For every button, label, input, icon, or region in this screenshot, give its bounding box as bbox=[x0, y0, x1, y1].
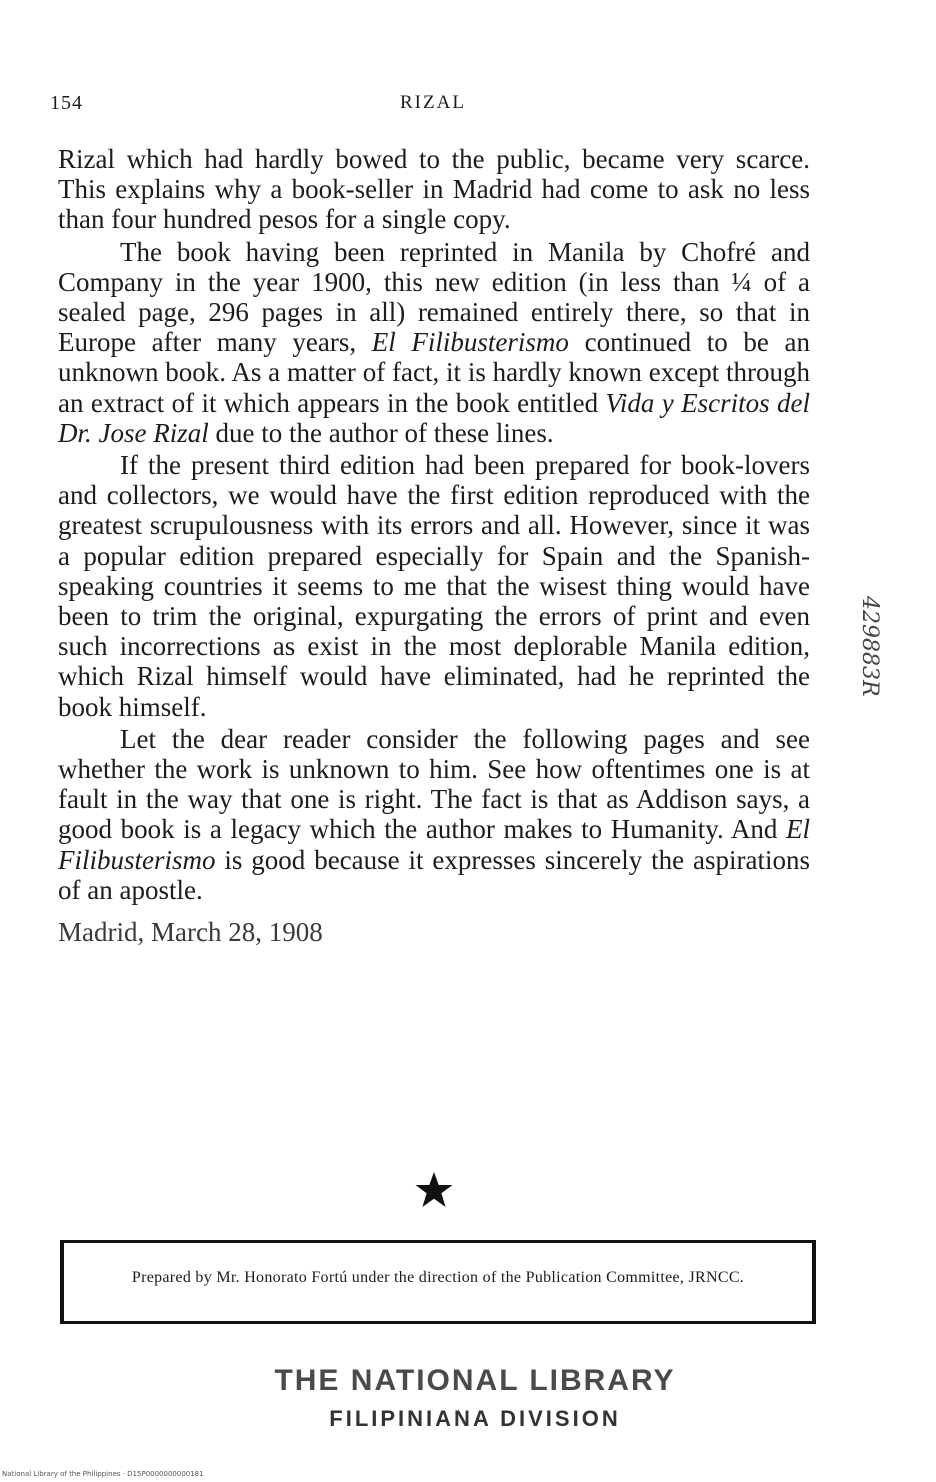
scan-footer-id: National Library of the Philippines · D15P0000000000181 bbox=[2, 1470, 204, 1478]
running-head: RIZAL bbox=[400, 92, 466, 113]
credit-text: Prepared by Mr. Honorato Fortú under the direction of the Publication Committee, JRNCC. bbox=[131, 1269, 745, 1286]
star-ornament bbox=[414, 1170, 454, 1210]
stamp-line-1: THE NATIONAL LIBRARY bbox=[274, 1364, 676, 1397]
paragraph-4-text-b: is good because it expresses sincerely the aspirations of an apostle. bbox=[58, 844, 810, 905]
paragraph-2-text-a: The book having been reprinted in Manila by Chofré and Company in the year 1900, this new edition (in less than ¼ of a sealed page, 296 pages in all) remained entirely there, so that in Europe after many years, bbox=[58, 236, 810, 358]
body-text bbox=[58, 144, 810, 947]
paragraph-2-text-b: continued to be an unknown book. As a matter of fact, it is hardly known except through an extract of it which appears in the book entitled bbox=[58, 327, 811, 418]
paragraph-1: Rizal which had hardly bowed to the public, became very scarce. This explains why a book-seller in Madrid had come to ask no less than four hundred pesos for a single copy. bbox=[58, 144, 810, 235]
paragraph-2-book-title: Vida y Escritos del Dr. Jose Rizal bbox=[58, 387, 810, 448]
library-stamp bbox=[265, 1364, 685, 1432]
handwritten-margin-note: 429883R bbox=[857, 596, 882, 697]
paragraph-4 bbox=[58, 724, 810, 905]
paragraph-2-title: El Filibusterismo bbox=[371, 327, 569, 358]
page-number: 154 bbox=[50, 92, 83, 114]
stamp-line-2: FILIPINIANA DIVISION bbox=[329, 1406, 621, 1431]
page-header bbox=[50, 92, 850, 122]
paragraph-3: If the present third edition had been prepared for book-lovers and collectors, we would have the first edition reproduced with the greatest scrupulousness with its errors and all. However, since it was a popular edition prepared especially for Spain and the Spanish-speaking countries it seems to me that the wisest thing would have been to trim the original, expurgating the errors of print and even such incorrections as exist in the most deplorable Manila edition, which Rizal himself would have eliminated, had he reprinted the book himself. bbox=[58, 450, 810, 722]
paragraph-4-title: El Filibusterismo bbox=[58, 814, 810, 875]
star-icon bbox=[414, 1170, 454, 1210]
paragraph-4-text-a: Let the dear reader consider the following pages and see whether the work is unknown to him. See how oftentimes one is at fault in the way that one is right. The fact is that as Addison says, a good book is a legacy which the author makes to Humanity. And bbox=[58, 723, 810, 845]
paragraph-2 bbox=[58, 237, 810, 448]
credit-box bbox=[60, 1240, 816, 1324]
paragraph-2-text-c: due to the author of these lines. bbox=[208, 417, 554, 448]
signoff-date: Madrid, March 28, 1908 bbox=[58, 917, 323, 948]
